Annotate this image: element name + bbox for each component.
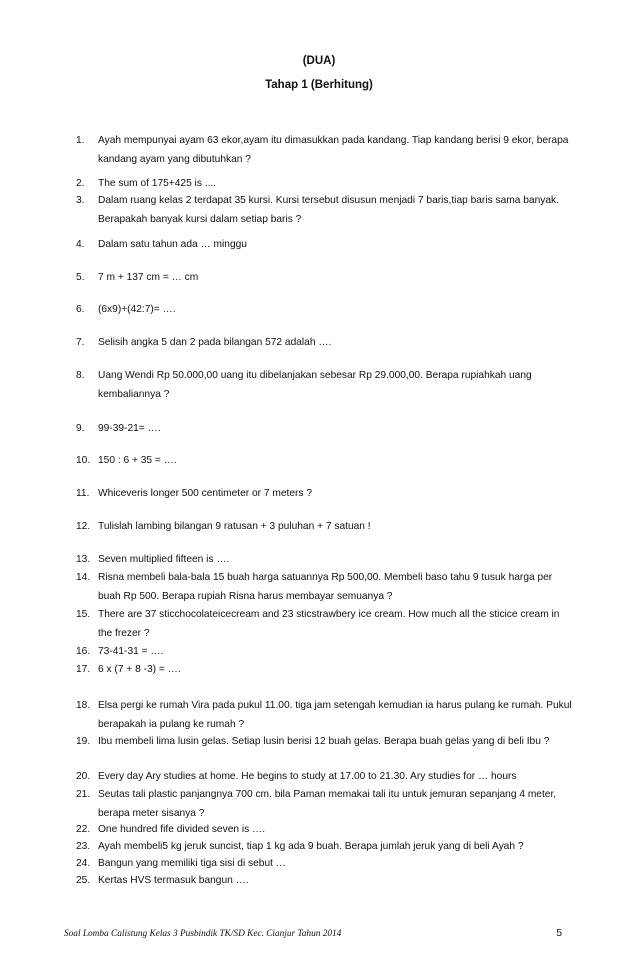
- question-text: 6 x (7 + 8 -3) = ….: [98, 664, 181, 675]
- question-text: Ayah mempunyai ayam 63 ekor,ayam itu dimasukkan pada kandang. Tiap kandang berisi 9 ekor, berapa kandang ayam yang dibutuhkan ?: [98, 135, 569, 165]
- question-number: 15.: [76, 609, 91, 620]
- question-item: [76, 485, 576, 504]
- question-item: [76, 334, 576, 353]
- question-text: 7 m + 137 cm = … cm: [98, 272, 199, 283]
- question-number: 6.: [76, 304, 85, 315]
- question-item: [76, 606, 576, 643]
- question-number: 1.: [76, 135, 85, 146]
- section-heading: (DUA): [302, 55, 336, 67]
- question-item: [76, 733, 576, 752]
- question-item: [76, 452, 576, 471]
- question-text: Tulislah lambing bilangan 9 ratusan + 3 puluhan + 7 satuan !: [98, 521, 371, 532]
- question-text: (6x9)+(42:7)= ….: [98, 304, 176, 315]
- page-number: 5: [556, 928, 562, 939]
- question-number: 14.: [76, 572, 91, 583]
- question-item: [76, 872, 576, 891]
- question-item: [76, 661, 576, 680]
- question-item: [76, 269, 576, 288]
- question-item: [76, 518, 576, 537]
- question-number: 20.: [76, 771, 91, 782]
- question-item: [76, 420, 576, 439]
- question-text: Elsa pergi ke rumah Vira pada pukul 11.00. tiga jam setengah kemudian ia harus pulang ke rumah. Pukul berapakah ia pulang ke rumah ?: [98, 700, 572, 730]
- question-text: Whiceveris longer 500 centimeter or 7 meters ?: [98, 488, 313, 499]
- question-text: 73-41-31 = ….: [98, 646, 164, 657]
- footer-divider: [64, 922, 574, 923]
- question-number: 16.: [76, 646, 91, 657]
- question-number: 3.: [76, 195, 85, 206]
- question-item: [76, 367, 576, 404]
- question-number: 5.: [76, 272, 85, 283]
- question-number: 13.: [76, 554, 91, 565]
- question-number: 4.: [76, 239, 85, 250]
- question-number: 11.: [76, 488, 90, 499]
- question-number: 8.: [76, 370, 85, 381]
- question-number: 21.: [76, 789, 91, 800]
- question-item: [76, 855, 576, 874]
- question-text: Risna membeli bala-bala 15 buah harga satuannya Rp 500,00. Membeli baso tahu 9 tusuk harga per buah Rp 500. Berapa rupiah Risna harus membayar semuanya ?: [98, 572, 553, 602]
- question-item: [76, 236, 576, 255]
- question-number: 10.: [76, 455, 91, 466]
- question-text: Bangun yang memiliki tiga sisi di sebut …: [98, 858, 286, 869]
- question-text: Ibu membeli lima lusin gelas. Setiap lusin berisi 12 buah gelas. Berapa buah gelas yang di beli Ibu ?: [98, 736, 550, 747]
- question-item: [76, 821, 576, 840]
- question-text: Selisih angka 5 dan 2 pada bilangan 572 adalah ….: [98, 337, 332, 348]
- question-item: [76, 301, 576, 320]
- question-text: There are 37 sticchocolateicecream and 23 sticstrawbery ice cream. How much all the sticice cream in the frezer ?: [98, 609, 560, 639]
- question-text: 150 : 6 + 35 = ….: [98, 455, 177, 466]
- footer-caption: Soal Lomba Calistung Kelas 3 Pusbindik TK/SD Kec. Cianjur Tahun 2014: [64, 929, 342, 939]
- question-text: Uang Wendi Rp 50.000,00 uang itu dibelanjakan sebesar Rp 29.000,00. Berapa rupiahkah uang kembaliannya ?: [98, 370, 532, 400]
- stage-title: Tahap 1 (Berhitung): [265, 79, 373, 91]
- question-text: Dalam satu tahun ada … minggu: [98, 239, 247, 250]
- question-text: Ayah membeli5 kg jeruk suncist, tiap 1 kg ada 9 buah. Berapa jumlah jeruk yang di beli Ayah ?: [98, 841, 524, 852]
- question-item: [76, 768, 576, 787]
- question-number: 9.: [76, 423, 85, 434]
- question-item: [76, 175, 576, 194]
- question-number: 19.: [76, 736, 91, 747]
- question-item: [76, 643, 576, 662]
- question-text: 99-39-21= ….: [98, 423, 161, 434]
- question-number: 12.: [76, 521, 91, 532]
- question-text: Every day Ary studies at home. He begins to study at 17.00 to 21.30. Ary studies for … hours: [98, 771, 517, 782]
- question-item: [76, 132, 576, 169]
- question-number: 25.: [76, 875, 91, 886]
- question-number: 23.: [76, 841, 91, 852]
- question-text: Seven multiplied fifteen is ….: [98, 554, 230, 565]
- question-item: [76, 838, 576, 857]
- question-text: Seutas tali plastic panjangnya 700 cm. bila Paman memakai tali itu untuk jemuran sepanjang 4 meter, berapa meter sisanya ?: [98, 789, 557, 819]
- question-text: Dalam ruang kelas 2 terdapat 35 kursi. Kursi tersebut disusun menjadi 7 baris,tiap baris sama banyak. Berapakah banyak kursi dalam setiap baris ?: [98, 195, 559, 225]
- question-item: [76, 697, 576, 734]
- question-item: [76, 786, 576, 823]
- question-number: 18.: [76, 700, 91, 711]
- question-item: [76, 192, 576, 229]
- question-number: 2.: [76, 178, 85, 189]
- question-number: 17.: [76, 664, 91, 675]
- question-item: [76, 551, 576, 570]
- question-text: One hundred fife divided seven is ….: [98, 824, 266, 835]
- question-item: [76, 569, 576, 606]
- question-number: 7.: [76, 337, 85, 348]
- question-number: 24.: [76, 858, 91, 869]
- question-number: 22.: [76, 824, 91, 835]
- question-text: The sum of 175+425 is ....: [98, 178, 217, 189]
- question-text: Kertas HVS termasuk bangun ….: [98, 875, 249, 886]
